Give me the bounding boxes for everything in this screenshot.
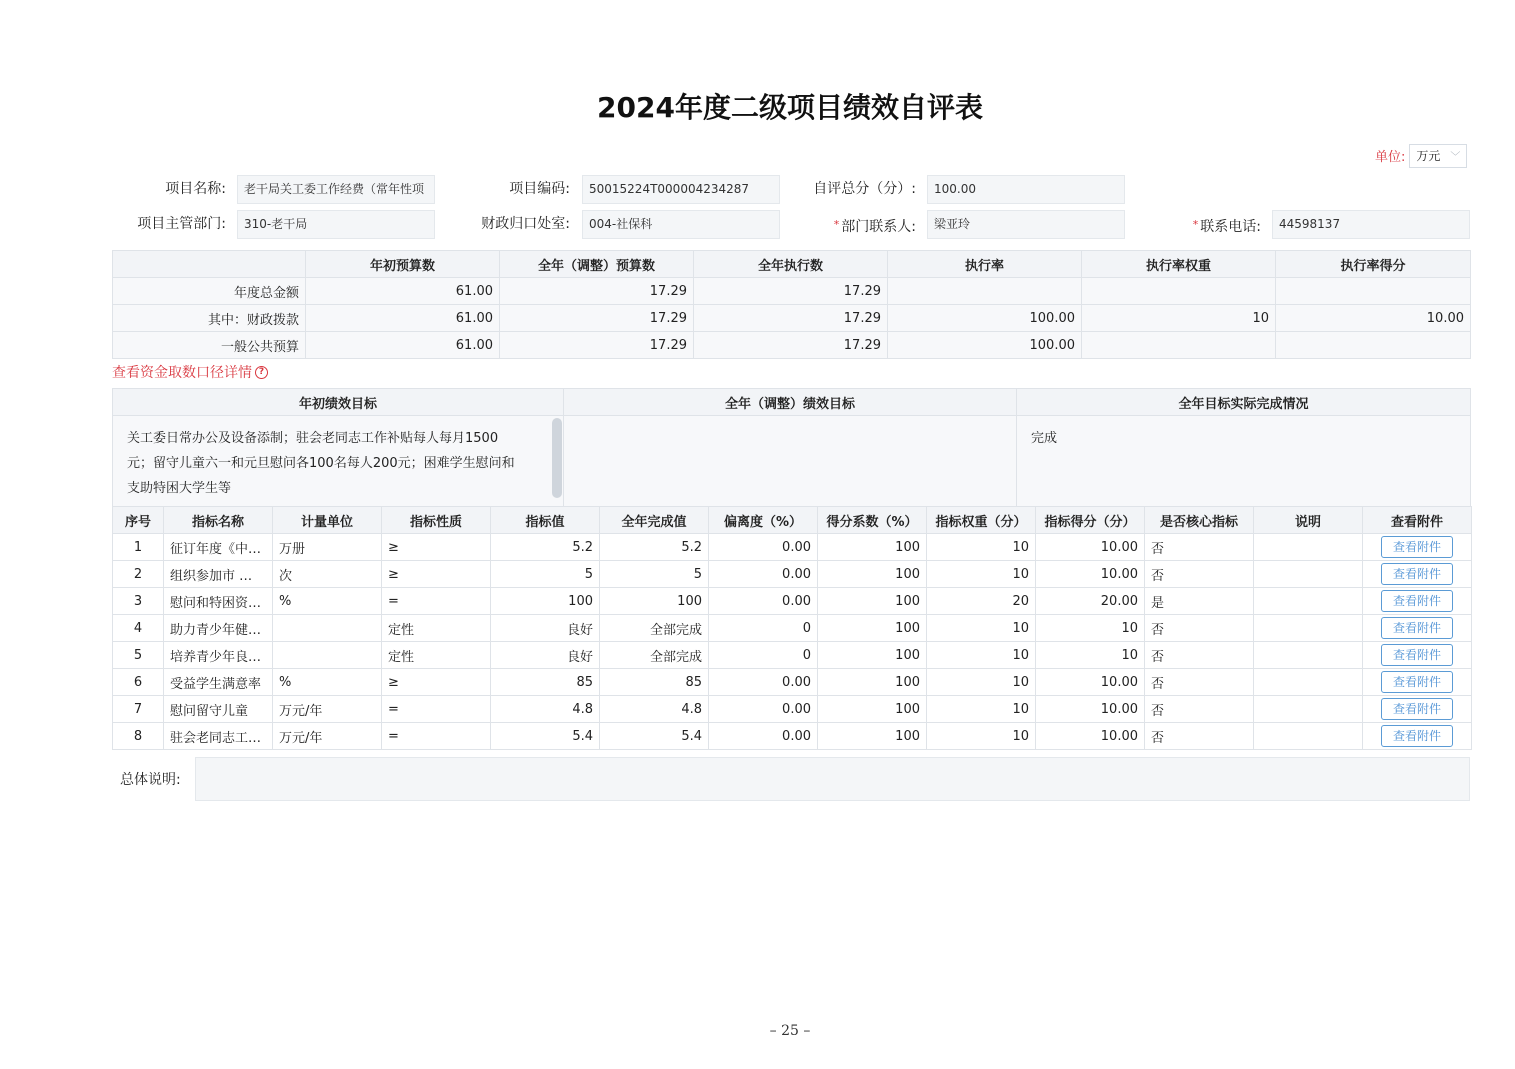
indicator-note [1254, 669, 1363, 696]
indicator-note [1254, 588, 1363, 615]
indicator-operator: = [382, 696, 491, 723]
goals-header-initial: 年初绩效目标 [113, 389, 564, 416]
budget-cell: 17.29 [694, 332, 888, 359]
indicator-coefficient: 100 [818, 561, 927, 588]
view-attachment-button[interactable]: 查看附件 [1381, 671, 1453, 693]
indicators-table [112, 506, 1472, 750]
table-row [113, 696, 1472, 723]
indicator-unit: 万册 [273, 534, 382, 561]
initial-goal-text[interactable]: 关工委日常办公及设备添制；驻会老同志工作补贴每人每月1500 元；留守儿童六一和元旦慰问各100名每人200元；困难学生慰问和 支助特困大学生等 [113, 416, 564, 512]
indicator-name: 组织参加市 … [164, 561, 273, 588]
indicator-unit [273, 615, 382, 642]
attachment-cell [1363, 669, 1472, 696]
funding-detail-link[interactable]: 查看资金取数口径详情 ? [112, 362, 268, 382]
page-number: – 25 – [769, 1023, 811, 1039]
budget-cell: 17.29 [500, 332, 694, 359]
indicator-core: 否 [1145, 669, 1254, 696]
indicator-core: 否 [1145, 534, 1254, 561]
indicator-operator: ≥ [382, 534, 491, 561]
indicator-index: 1 [113, 534, 164, 561]
attachment-cell [1363, 561, 1472, 588]
required-marker: * [1192, 218, 1199, 231]
indicators-header-row [113, 507, 1472, 534]
indicator-actual: 100 [600, 588, 709, 615]
budget-row-label: 年度总金额 [113, 278, 306, 305]
unit-value: 万元 [1416, 149, 1441, 163]
unit-label: 单位: [1375, 150, 1406, 165]
budget-cell: 17.29 [694, 278, 888, 305]
indicator-note [1254, 615, 1363, 642]
goal-scrollbar[interactable] [552, 418, 562, 498]
indicator-weight: 10 [927, 561, 1036, 588]
indicator-operator: ≥ [382, 561, 491, 588]
indicator-actual: 85 [600, 669, 709, 696]
department-field[interactable]: 310-老干局 [237, 210, 435, 239]
budget-cell: 61.00 [306, 278, 500, 305]
indicator-weight: 10 [927, 723, 1036, 750]
budget-cell: 61.00 [306, 332, 500, 359]
indicator-coefficient: 100 [818, 615, 927, 642]
view-attachment-button[interactable]: 查看附件 [1381, 644, 1453, 666]
budget-cell [1082, 278, 1276, 305]
view-attachment-button[interactable]: 查看附件 [1381, 590, 1453, 612]
project-name-field[interactable]: 老干局关工委工作经费（常年性项 [237, 175, 435, 204]
indicator-score: 10.00 [1036, 561, 1145, 588]
indicator-operator: 定性 [382, 642, 491, 669]
finance-office-label: 财政归口处室: [481, 216, 570, 232]
budget-header-cell: 全年执行数 [694, 251, 888, 278]
actual-completion-text[interactable]: 完成 [1017, 416, 1471, 512]
budget-cell: 17.29 [500, 278, 694, 305]
table-row [113, 642, 1472, 669]
budget-row-label: 一般公共预算 [113, 332, 306, 359]
indicator-weight: 10 [927, 615, 1036, 642]
phone-label: * 联系电话: [1192, 218, 1261, 235]
unit-select[interactable] [1409, 144, 1467, 168]
indicator-unit: 次 [273, 561, 382, 588]
indicator-index: 4 [113, 615, 164, 642]
budget-cell: 17.29 [500, 305, 694, 332]
table-row [113, 723, 1472, 750]
finance-office-field[interactable]: 004-社保科 [582, 210, 780, 239]
indicator-actual: 4.8 [600, 696, 709, 723]
indicator-score: 10.00 [1036, 723, 1145, 750]
indicator-header-cell: 指标性质 [382, 507, 491, 534]
indicator-header-cell: 计量单位 [273, 507, 382, 534]
indicator-header-cell: 全年完成值 [600, 507, 709, 534]
indicator-score: 10 [1036, 642, 1145, 669]
indicator-actual: 5.4 [600, 723, 709, 750]
indicator-header-cell: 是否核心指标 [1145, 507, 1254, 534]
indicator-name: 受益学生满意率 [164, 669, 273, 696]
budget-cell [1276, 278, 1471, 305]
summary-field[interactable] [195, 757, 1470, 801]
contact-label: * 部门联系人: [833, 218, 916, 235]
total-score-label: 自评总分（分）: [813, 181, 916, 197]
phone-field[interactable]: 44598137 [1272, 210, 1470, 239]
budget-row [113, 278, 1471, 305]
table-row [113, 615, 1472, 642]
view-attachment-button[interactable]: 查看附件 [1381, 563, 1453, 585]
indicator-unit: % [273, 588, 382, 615]
indicator-actual: 5 [600, 561, 709, 588]
budget-header-cell: 执行率得分 [1276, 251, 1471, 278]
attachment-cell [1363, 615, 1472, 642]
indicator-unit: 万元/年 [273, 696, 382, 723]
budget-table [112, 250, 1471, 359]
view-attachment-button[interactable]: 查看附件 [1381, 617, 1453, 639]
indicator-actual: 全部完成 [600, 615, 709, 642]
indicator-core: 是 [1145, 588, 1254, 615]
view-attachment-button[interactable]: 查看附件 [1381, 698, 1453, 720]
indicator-name: 助力青少年健… [164, 615, 273, 642]
indicator-operator: 定性 [382, 615, 491, 642]
indicator-operator: ≥ [382, 669, 491, 696]
indicator-weight: 10 [927, 534, 1036, 561]
indicator-weight: 20 [927, 588, 1036, 615]
indicator-header-cell: 指标权重（分） [927, 507, 1036, 534]
indicator-header-cell: 说明 [1254, 507, 1363, 534]
indicator-deviation: 0.00 [709, 696, 818, 723]
indicator-operator: = [382, 588, 491, 615]
indicator-coefficient: 100 [818, 588, 927, 615]
indicator-index: 7 [113, 696, 164, 723]
indicator-note [1254, 696, 1363, 723]
budget-row [113, 332, 1471, 359]
indicator-score: 20.00 [1036, 588, 1145, 615]
view-attachment-button[interactable]: 查看附件 [1381, 536, 1453, 558]
indicator-score: 10.00 [1036, 696, 1145, 723]
indicator-index: 6 [113, 669, 164, 696]
indicator-target: 良好 [491, 642, 600, 669]
chevron-down-icon: ﹀ [1450, 152, 1461, 163]
indicator-weight: 10 [927, 642, 1036, 669]
indicator-header-cell: 指标值 [491, 507, 600, 534]
indicator-coefficient: 100 [818, 723, 927, 750]
indicator-target: 5.2 [491, 534, 600, 561]
page-title: 2024年度二级项目绩效自评表 [597, 91, 983, 124]
indicator-deviation: 0.00 [709, 534, 818, 561]
indicator-header-cell: 序号 [113, 507, 164, 534]
indicator-deviation: 0.00 [709, 669, 818, 696]
budget-header-cell: 执行率 [888, 251, 1082, 278]
indicator-target: 85 [491, 669, 600, 696]
budget-header-cell: 全年（调整）预算数 [500, 251, 694, 278]
project-code-label: 项目编码: [509, 181, 570, 197]
indicator-score: 10.00 [1036, 669, 1145, 696]
indicator-coefficient: 100 [818, 534, 927, 561]
indicator-target: 5.4 [491, 723, 600, 750]
indicator-header-cell: 偏离度（%） [709, 507, 818, 534]
project-name-label: 项目名称: [165, 181, 226, 197]
budget-header-cell [113, 251, 306, 278]
indicator-actual: 全部完成 [600, 642, 709, 669]
indicator-target: 良好 [491, 615, 600, 642]
indicator-coefficient: 100 [818, 696, 927, 723]
indicator-name: 驻会老同志工… [164, 723, 273, 750]
indicator-name: 慰问和特困资… [164, 588, 273, 615]
indicator-note [1254, 561, 1363, 588]
budget-cell: 100.00 [888, 305, 1082, 332]
indicator-header-cell: 指标名称 [164, 507, 273, 534]
indicator-core: 否 [1145, 642, 1254, 669]
contact-field[interactable]: 梁亚玲 [927, 210, 1125, 239]
indicator-score: 10 [1036, 615, 1145, 642]
indicator-unit [273, 642, 382, 669]
budget-header-cell: 执行率权重 [1082, 251, 1276, 278]
budget-cell [1276, 332, 1471, 359]
indicator-index: 3 [113, 588, 164, 615]
indicator-operator: = [382, 723, 491, 750]
indicator-header-cell: 指标得分（分） [1036, 507, 1145, 534]
indicator-actual: 5.2 [600, 534, 709, 561]
indicator-index: 8 [113, 723, 164, 750]
attachment-cell [1363, 723, 1472, 750]
summary-label: 总体说明: [120, 772, 181, 788]
budget-cell: 100.00 [888, 332, 1082, 359]
indicator-note [1254, 642, 1363, 669]
indicator-target: 100 [491, 588, 600, 615]
indicator-deviation: 0.00 [709, 588, 818, 615]
indicator-coefficient: 100 [818, 642, 927, 669]
indicator-deviation: 0 [709, 615, 818, 642]
indicator-target: 5 [491, 561, 600, 588]
indicator-header-cell: 得分系数（%） [818, 507, 927, 534]
budget-header-row [113, 251, 1471, 278]
total-score-field[interactable]: 100.00 [927, 175, 1125, 204]
indicator-weight: 10 [927, 669, 1036, 696]
budget-header-cell: 年初预算数 [306, 251, 500, 278]
indicator-name: 培养青少年良… [164, 642, 273, 669]
budget-cell: 61.00 [306, 305, 500, 332]
budget-row-label: 其中：财政拨款 [113, 305, 306, 332]
table-row [113, 534, 1472, 561]
budget-cell [888, 278, 1082, 305]
indicator-deviation: 0.00 [709, 723, 818, 750]
indicator-core: 否 [1145, 561, 1254, 588]
indicator-core: 否 [1145, 696, 1254, 723]
table-row [113, 588, 1472, 615]
indicator-weight: 10 [927, 696, 1036, 723]
adjusted-goal-text[interactable] [564, 416, 1017, 512]
project-code-field[interactable]: 50015224T000004234287 [582, 175, 780, 204]
indicator-note [1254, 723, 1363, 750]
indicator-deviation: 0 [709, 642, 818, 669]
goals-table [112, 388, 1471, 512]
required-marker: * [833, 218, 840, 231]
unit-selector [1375, 143, 1467, 168]
indicator-core: 否 [1145, 615, 1254, 642]
indicator-header-cell: 查看附件 [1363, 507, 1472, 534]
attachment-cell [1363, 588, 1472, 615]
indicator-deviation: 0.00 [709, 561, 818, 588]
budget-cell [1082, 332, 1276, 359]
budget-cell: 10.00 [1276, 305, 1471, 332]
goals-header-actual: 全年目标实际完成情况 [1017, 389, 1471, 416]
budget-cell: 17.29 [694, 305, 888, 332]
indicator-name: 征订年度《中… [164, 534, 273, 561]
question-icon: ? [255, 366, 268, 379]
attachment-cell [1363, 642, 1472, 669]
indicator-coefficient: 100 [818, 669, 927, 696]
table-row [113, 561, 1472, 588]
department-label: 项目主管部门: [137, 216, 226, 232]
indicator-unit: % [273, 669, 382, 696]
view-attachment-button[interactable]: 查看附件 [1381, 725, 1453, 747]
attachment-cell [1363, 696, 1472, 723]
indicator-index: 5 [113, 642, 164, 669]
indicator-unit: 万元/年 [273, 723, 382, 750]
indicator-score: 10.00 [1036, 534, 1145, 561]
indicator-index: 2 [113, 561, 164, 588]
indicator-target: 4.8 [491, 696, 600, 723]
budget-cell: 10 [1082, 305, 1276, 332]
attachment-cell [1363, 534, 1472, 561]
indicator-core: 否 [1145, 723, 1254, 750]
indicator-name: 慰问留守儿童 [164, 696, 273, 723]
budget-row [113, 305, 1471, 332]
goals-header-adjusted: 全年（调整）绩效目标 [564, 389, 1017, 416]
indicator-note [1254, 534, 1363, 561]
table-row [113, 669, 1472, 696]
